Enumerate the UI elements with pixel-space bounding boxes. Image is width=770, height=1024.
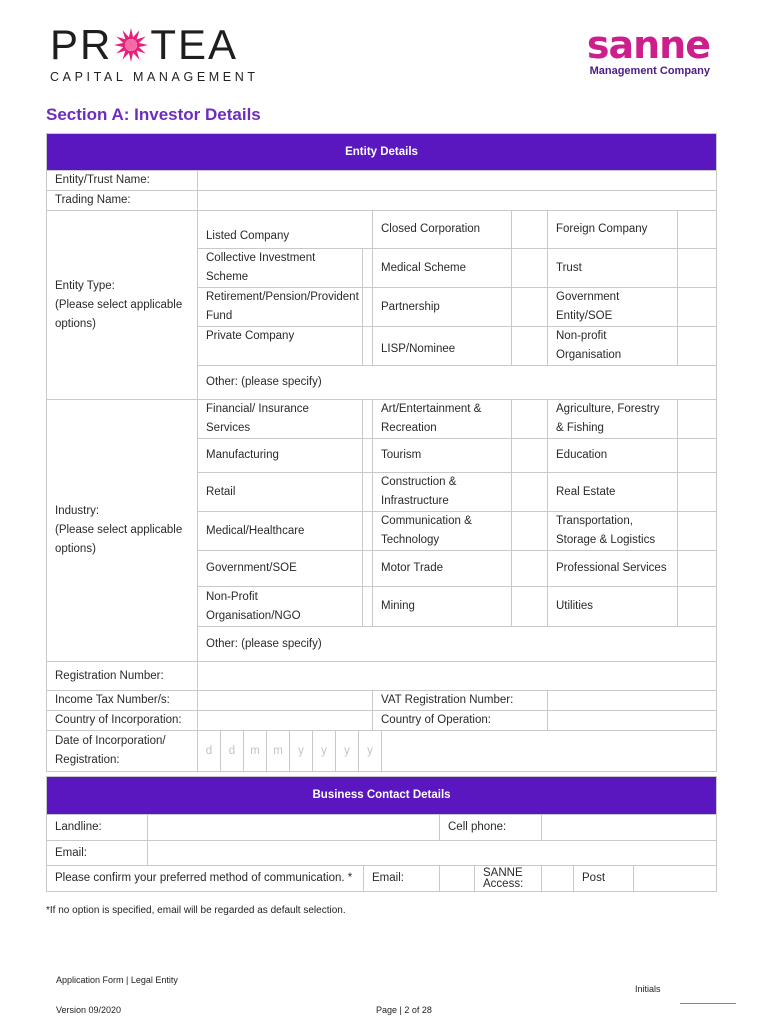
- industry-checkbox[interactable]: [512, 400, 548, 439]
- business-contact-header: Business Contact Details: [47, 777, 717, 815]
- sanne-logo-text: sanne: [586, 23, 710, 67]
- industry-option: Manufacturing: [198, 439, 363, 473]
- sanne-logo: [586, 23, 710, 77]
- entity-details-table: [46, 133, 717, 772]
- entity-type-checkbox[interactable]: [363, 249, 373, 288]
- entity-type-label: [47, 211, 198, 400]
- date-digit-box[interactable]: y: [336, 731, 359, 771]
- trading-name-input[interactable]: [198, 191, 717, 211]
- country-incorporation-input[interactable]: [198, 711, 373, 731]
- method-email-label: Email:: [364, 866, 440, 892]
- entity-type-option: Listed Company: [198, 211, 373, 249]
- industry-checkbox[interactable]: [512, 439, 548, 473]
- date-boxes: [198, 731, 382, 771]
- industry-checkbox[interactable]: [678, 439, 717, 473]
- industry-option: Professional Services: [548, 551, 678, 587]
- entity-type-option: Private Company: [198, 327, 363, 366]
- date-incorporation-label: Date of Incorporation/ Registration:: [47, 731, 198, 772]
- cell-phone-input[interactable]: [542, 815, 717, 841]
- industry-option: Education: [548, 439, 678, 473]
- entity-type-option: Trust: [548, 249, 678, 288]
- country-operation-label: Country of Operation:: [373, 711, 548, 731]
- entity-type-option: LISP/Nominee: [373, 327, 512, 366]
- industry-checkbox[interactable]: [363, 512, 373, 551]
- protea-logo-text-start: PR: [50, 21, 113, 68]
- date-digit-box[interactable]: m: [244, 731, 267, 771]
- vat-input[interactable]: [548, 691, 717, 711]
- income-tax-label: Income Tax Number/s:: [47, 691, 198, 711]
- cell-phone-label: Cell phone:: [440, 815, 542, 841]
- industry-checkbox[interactable]: [512, 551, 548, 587]
- industry-label-title: Industry:: [55, 505, 100, 517]
- protea-logo-text-end: TEA: [150, 21, 239, 68]
- industry-option: Financial/ Insurance Services: [198, 400, 363, 439]
- initials-signature-line[interactable]: [680, 1003, 736, 1004]
- income-tax-input[interactable]: [198, 691, 373, 711]
- entity-type-option: Partnership: [373, 288, 512, 327]
- industry-option: Transportation, Storage & Logistics: [548, 512, 678, 551]
- country-operation-input[interactable]: [548, 711, 717, 731]
- industry-option: Construction & Infrastructure: [373, 473, 512, 512]
- entity-type-other[interactable]: [198, 366, 717, 400]
- entity-type-checkbox[interactable]: [678, 211, 717, 249]
- protea-logo: [50, 21, 259, 84]
- method-post-label: Post: [574, 866, 634, 892]
- section-title: Section A: Investor Details: [46, 105, 261, 124]
- entity-type-checkbox[interactable]: [678, 288, 717, 327]
- entity-trust-name-input[interactable]: [198, 171, 717, 191]
- industry-other[interactable]: [198, 627, 717, 662]
- entity-type-option: Non-profit Organisation: [548, 327, 678, 366]
- entity-type-option: Government Entity/SOE: [548, 288, 678, 327]
- footer-version: Version 09/2020: [56, 1005, 122, 1015]
- entity-type-option: Collective Investment Scheme: [198, 249, 363, 288]
- registration-number-label: Registration Number:: [47, 662, 198, 691]
- date-digit-box[interactable]: d: [221, 731, 244, 771]
- method-post-checkbox[interactable]: [634, 866, 717, 892]
- industry-option: Retail: [198, 473, 363, 512]
- industry-checkbox[interactable]: [363, 400, 373, 439]
- industry-label: [47, 400, 198, 662]
- method-email-checkbox[interactable]: [440, 866, 475, 892]
- industry-option: Medical/Healthcare: [198, 512, 363, 551]
- entity-type-checkbox[interactable]: [678, 249, 717, 288]
- industry-option: Motor Trade: [373, 551, 512, 587]
- industry-checkbox[interactable]: [678, 400, 717, 439]
- industry-checkbox[interactable]: [678, 551, 717, 587]
- date-digit-box[interactable]: d: [198, 731, 221, 771]
- entity-type-option: Retirement/Pension/Provident Fund: [198, 288, 363, 327]
- industry-checkbox[interactable]: [512, 473, 548, 512]
- landline-input[interactable]: [148, 815, 440, 841]
- country-incorporation-label: Country of Incorporation:: [47, 711, 198, 731]
- protea-flower-icon: [113, 27, 149, 63]
- industry-label-hint: (Please select applicable options): [55, 524, 183, 555]
- footer-initials-label: Initials: [635, 984, 661, 994]
- date-incorporation-field[interactable]: [198, 731, 717, 772]
- entity-type-checkbox[interactable]: [512, 211, 548, 249]
- industry-option: Communication & Technology: [373, 512, 512, 551]
- date-digit-box[interactable]: y: [313, 731, 336, 771]
- entity-type-option: Foreign Company: [548, 211, 678, 249]
- entity-type-checkbox[interactable]: [363, 288, 373, 327]
- registration-number-input[interactable]: [198, 662, 717, 691]
- industry-option: Non-Profit Organisation/NGO: [198, 587, 363, 627]
- industry-checkbox[interactable]: [363, 439, 373, 473]
- method-sanne-checkbox[interactable]: [542, 866, 574, 892]
- email-label: Email:: [47, 841, 148, 866]
- industry-option: Mining: [373, 587, 512, 627]
- default-selection-note: *If no option is specified, email will be regarded as default selection.: [46, 905, 346, 916]
- entity-type-other-label: Other: (please specify): [206, 376, 322, 388]
- email-input[interactable]: [148, 841, 717, 866]
- date-digit-box[interactable]: m: [267, 731, 290, 771]
- industry-checkbox[interactable]: [678, 512, 717, 551]
- entity-type-option: Closed Corporation: [373, 211, 512, 249]
- entity-type-label-hint: (Please select applicable options): [55, 298, 183, 330]
- entity-type-option: Medical Scheme: [373, 249, 512, 288]
- entity-type-checkbox[interactable]: [512, 327, 548, 366]
- entity-type-label-title: Entity Type:: [55, 279, 115, 292]
- industry-checkbox[interactable]: [512, 587, 548, 627]
- vat-label: VAT Registration Number:: [373, 691, 548, 711]
- footer-page-number: Page | 2 of 28: [376, 1005, 432, 1015]
- protea-logo-subtitle: CAPITAL MANAGEMENT: [50, 70, 259, 84]
- industry-option: Utilities: [548, 587, 678, 627]
- industry-option: Government/SOE: [198, 551, 363, 587]
- business-contact-table: [46, 776, 717, 892]
- industry-checkbox[interactable]: [512, 512, 548, 551]
- industry-checkbox[interactable]: [678, 473, 717, 512]
- entity-type-checkbox[interactable]: [512, 288, 548, 327]
- industry-option: Real Estate: [548, 473, 678, 512]
- industry-other-label: Other: (please specify): [206, 637, 322, 650]
- footer-form-name: Application Form | Legal Entity: [56, 975, 178, 985]
- communication-method-label: Please confirm your preferred method of communication. *: [47, 866, 364, 892]
- method-sanne-label: SANNE Access:: [475, 866, 542, 892]
- industry-checkbox[interactable]: [363, 473, 373, 512]
- entity-type-checkbox[interactable]: [363, 327, 373, 366]
- entity-details-header: Entity Details: [47, 134, 717, 171]
- industry-checkbox[interactable]: [363, 551, 373, 587]
- entity-trust-name-label: Entity/Trust Name:: [47, 171, 198, 191]
- industry-checkbox[interactable]: [363, 587, 373, 627]
- entity-type-checkbox[interactable]: [512, 249, 548, 288]
- entity-type-checkbox[interactable]: [678, 327, 717, 366]
- industry-option: Agriculture, Forestry & Fishing: [548, 400, 678, 439]
- date-digit-box[interactable]: y: [290, 731, 313, 771]
- date-digit-box[interactable]: y: [359, 731, 382, 771]
- industry-option: Art/Entertainment & Recreation: [373, 400, 512, 439]
- landline-label: Landline:: [47, 815, 148, 841]
- industry-checkbox[interactable]: [678, 587, 717, 627]
- industry-option: Tourism: [373, 439, 512, 473]
- trading-name-label: Trading Name:: [47, 191, 198, 211]
- sanne-logo-subtitle: Management Company: [589, 65, 710, 77]
